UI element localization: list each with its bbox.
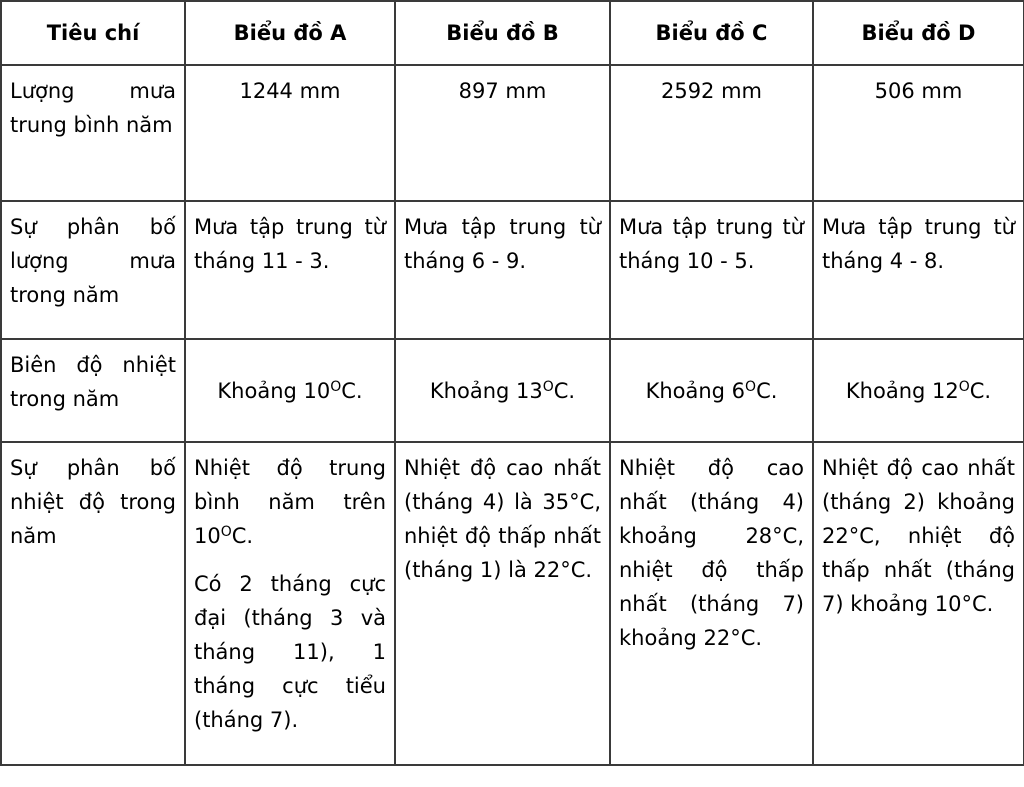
- chart-a-cell: [185, 442, 395, 765]
- degree-superscript: O: [330, 378, 342, 395]
- table-row: [1, 442, 1024, 765]
- chart-d-cell: 506 mm: [813, 65, 1024, 201]
- chart-a-cell: [185, 339, 395, 442]
- chart-a-cell: Mưa tập trung từ tháng 11 - 3.: [185, 201, 395, 339]
- cell-paragraph: [194, 456, 386, 548]
- chart-b-cell: [395, 339, 610, 442]
- cell-text: C.: [341, 378, 363, 403]
- criterion-cell: Sự phân bố nhiệt độ trong năm: [1, 442, 185, 765]
- cell-text: Khoảng 10: [217, 378, 331, 403]
- header-row: [1, 1, 1024, 65]
- chart-b-cell: 897 mm: [395, 65, 610, 201]
- cell-text: C.: [756, 378, 778, 403]
- cell-text: Khoảng 6: [645, 378, 746, 403]
- header-criterion: Tiêu chí: [1, 1, 185, 65]
- header-chart-b: Biểu đồ B: [395, 1, 610, 65]
- degree-superscript: O: [220, 524, 232, 540]
- cell-paragraph: Có 2 tháng cực đại (tháng 3 và tháng 11), 1 tháng cực tiểu (tháng 7).: [194, 572, 386, 732]
- criterion-cell: Biên độ nhiệt trong năm: [1, 339, 185, 442]
- table-row: [1, 339, 1024, 442]
- degree-superscript: O: [958, 378, 970, 395]
- cell-text: Nhiệt độ trung bình năm trên 10: [194, 456, 386, 548]
- cell-text: C.: [969, 378, 992, 403]
- chart-b-cell: Nhiệt độ cao nhất (tháng 4) là 35°C, nhiệt độ thấp nhất (tháng 1) là 22°C.: [395, 442, 610, 765]
- chart-b-cell: Mưa tập trung từ tháng 6 - 9.: [395, 201, 610, 339]
- header-chart-a: Biểu đồ A: [185, 1, 395, 65]
- chart-a-cell: 1244 mm: [185, 65, 395, 201]
- header-chart-d: Biểu đồ D: [813, 1, 1024, 65]
- chart-d-cell: Mưa tập trung từ tháng 4 - 8.: [813, 201, 1024, 339]
- table-row: [1, 65, 1024, 201]
- cell-text: Khoảng 12: [845, 378, 959, 403]
- degree-superscript: O: [745, 378, 757, 395]
- chart-c-cell: Nhiệt độ cao nhất (tháng 4) khoảng 28°C, nhiệt độ thấp nhất (tháng 7) khoảng 22°C.: [610, 442, 813, 765]
- degree-superscript: O: [542, 378, 554, 395]
- chart-c-cell: 2592 mm: [610, 65, 813, 201]
- chart-c-cell: [610, 339, 813, 442]
- chart-d-cell: [813, 339, 1024, 442]
- criterion-cell: Sự phân bố lượng mưa trong năm: [1, 201, 185, 339]
- header-chart-c: Biểu đồ C: [610, 1, 813, 65]
- table-row: [1, 201, 1024, 339]
- cell-text: Khoảng 13: [429, 378, 543, 403]
- cell-text: C.: [231, 524, 254, 548]
- chart-d-cell: Nhiệt độ cao nhất (tháng 2) khoảng 22°C, nhiệt độ thấp nhất (tháng 7) khoảng 10°C.: [813, 442, 1024, 765]
- criterion-cell: Lượng mưa trung bình năm: [1, 65, 185, 201]
- cell-text: C.: [553, 378, 576, 403]
- chart-c-cell: Mưa tập trung từ tháng 10 - 5.: [610, 201, 813, 339]
